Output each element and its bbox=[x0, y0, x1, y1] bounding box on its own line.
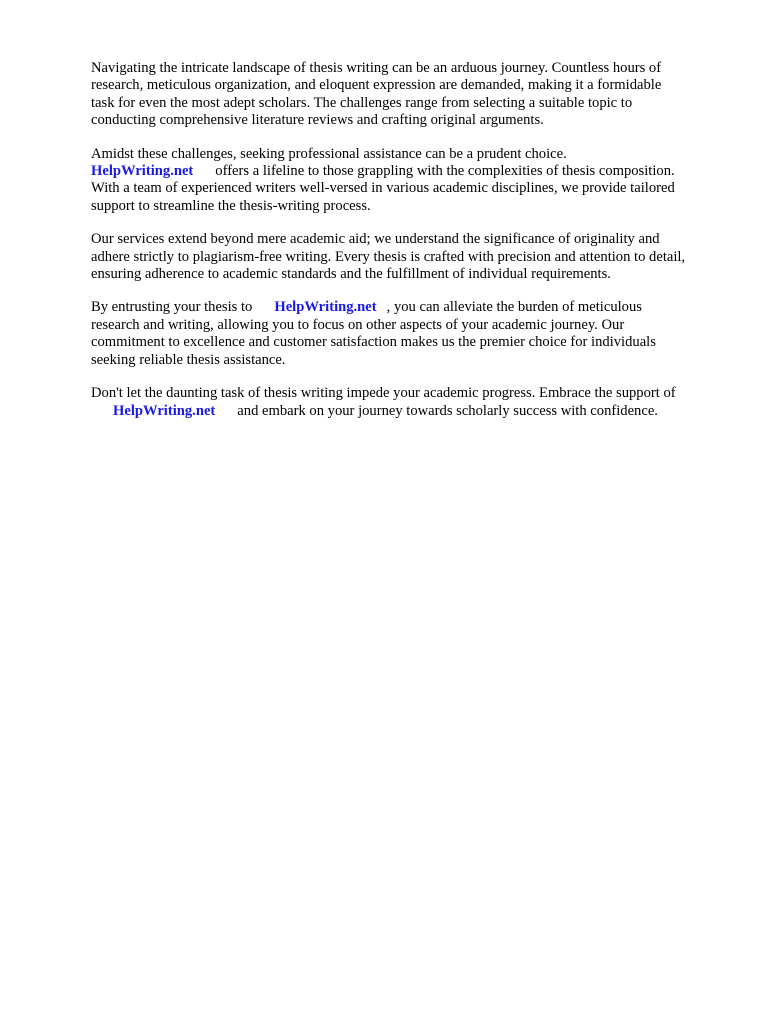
text-line: Don't let the daunting task of thesis writing impede your academic progress. Embrace the support of bbox=[91, 385, 676, 402]
helpwriting-link[interactable]: HelpWriting.net bbox=[113, 402, 216, 419]
text-line: Amidst these challenges, seeking professional assistance can be a prudent choice. bbox=[91, 145, 567, 162]
text-line: seeking reliable thesis assistance. bbox=[91, 351, 286, 368]
text-line bbox=[91, 163, 731, 180]
text-segment: , you can alleviate the burden of meticulous bbox=[386, 299, 642, 316]
text-line: Navigating the intricate landscape of thesis writing can be an arduous journey. Countless hours of bbox=[91, 60, 662, 76]
text-segment: and embark on your journey towards scholarly success with confidence. bbox=[237, 402, 658, 419]
text-line: adhere strictly to plagiarism-free writing. Every thesis is crafted with precision and attention to detail, bbox=[91, 248, 686, 265]
paragraph-entrusting bbox=[91, 299, 731, 369]
text-line: With a team of experienced writers well-versed in various academic disciplines, we provide tailored bbox=[91, 180, 675, 197]
helpwriting-link[interactable]: HelpWriting.net bbox=[91, 163, 194, 180]
paragraph-services bbox=[91, 231, 731, 283]
text-line: research, meticulous organization, and eloquent expression are demanded, making it a formidable bbox=[91, 77, 662, 94]
text-line: commitment to excellence and customer satisfaction makes us the premier choice for individuals bbox=[91, 334, 656, 351]
text-segment: offers a lifeline to those grappling with the complexities of thesis composition. bbox=[215, 163, 675, 180]
text-line: research and writing, allowing you to focus on other aspects of your academic journey. Our bbox=[91, 316, 625, 333]
text-line bbox=[91, 299, 731, 316]
text-line: ensuring adherence to academic standards and the fulfillment of individual requirements. bbox=[91, 266, 611, 283]
helpwriting-link[interactable]: HelpWriting.net bbox=[274, 299, 377, 316]
text-line: task for even the most adept scholars. The challenges range from selecting a suitable topic to bbox=[91, 94, 633, 111]
paragraph-closing bbox=[91, 385, 731, 420]
text-segment: By entrusting your thesis to bbox=[91, 299, 253, 316]
text-line: Our services extend beyond mere academic aid; we understand the significance of originality and bbox=[91, 231, 660, 248]
document-body bbox=[91, 60, 731, 436]
text-line: conducting comprehensive literature reviews and crafting original arguments. bbox=[91, 112, 544, 129]
paragraph-intro bbox=[91, 60, 731, 130]
text-line bbox=[91, 403, 731, 420]
text-line: support to streamline the thesis-writing process. bbox=[91, 197, 371, 214]
paragraph-assistance bbox=[91, 146, 731, 216]
